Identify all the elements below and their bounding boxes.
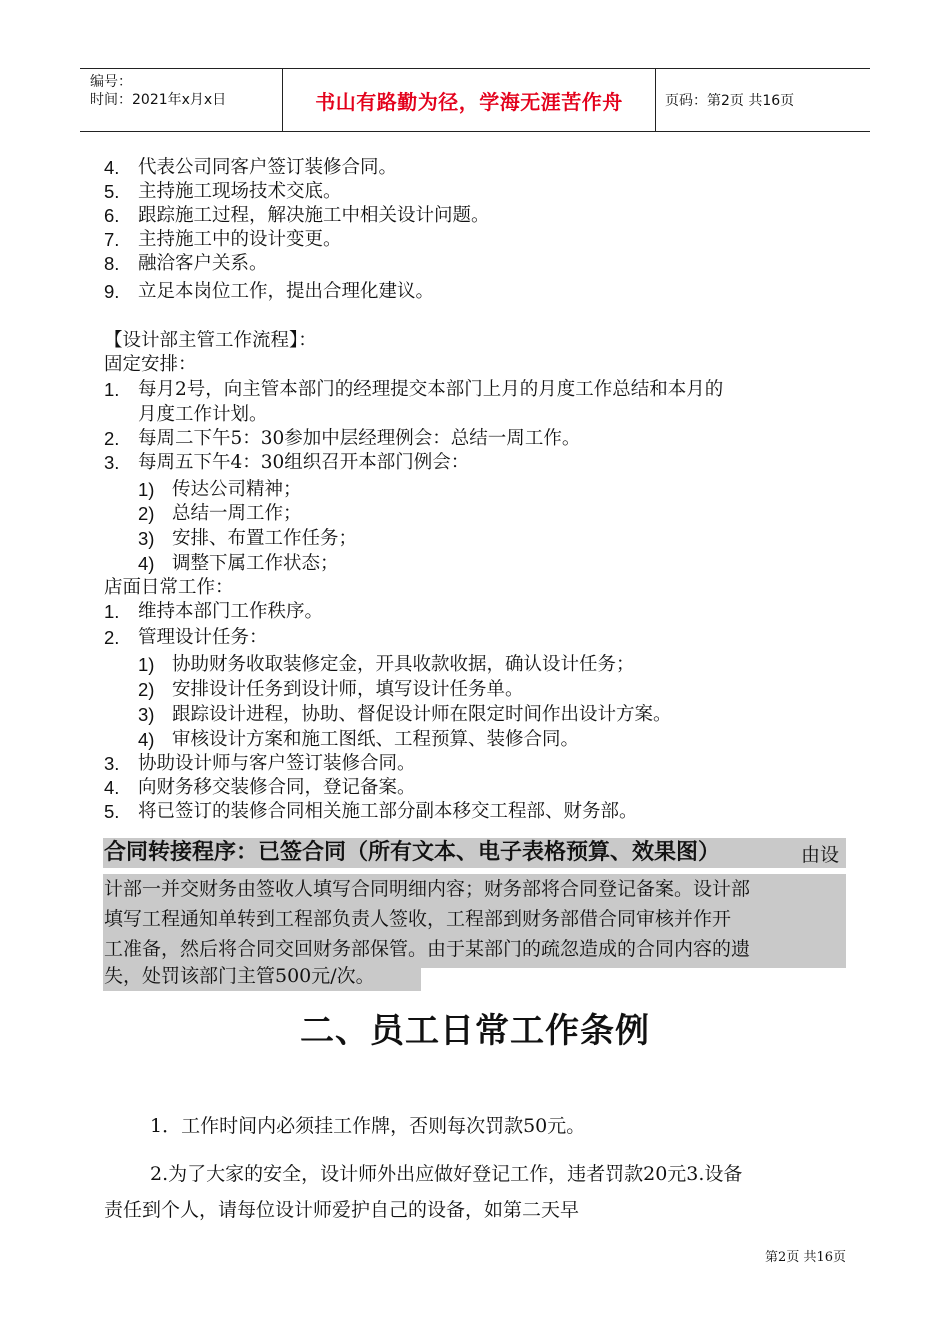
- page-footer: 第2页 共16页: [765, 1250, 846, 1265]
- contract-heading: 合同转接程序：已签合同（所有文本、电子表格预算、效果图）: [104, 840, 721, 865]
- list-item: 每周五下午4：30组织召开本部门例会：: [138, 452, 470, 473]
- list-item-cont: 月度工作计划。: [138, 404, 268, 425]
- sub-item: 调整下属工作状态；: [172, 553, 339, 574]
- sub-number: 1): [138, 479, 155, 500]
- list-item: 主持施工中的设计变更。: [138, 229, 342, 250]
- list-item: 融洽客户关系。: [138, 253, 268, 274]
- page-header: [80, 68, 870, 132]
- list-number: 5.: [104, 801, 120, 822]
- list-item: 主持施工现场技术交底。: [138, 181, 342, 202]
- list-number: 7.: [104, 229, 120, 250]
- list-number: 1.: [104, 601, 120, 622]
- header-page-label: 页码：第2页 共16页: [665, 93, 795, 109]
- list-number: 2.: [104, 627, 120, 648]
- list-number: 3.: [104, 753, 120, 774]
- list-number: 1.: [104, 379, 120, 400]
- contract-line: 工准备，然后将合同交回财务部保管。由于某部门的疏忽造成的合同内容的遗: [104, 938, 751, 960]
- sub-number: 4): [138, 729, 155, 750]
- list-number: 9.: [104, 281, 120, 302]
- contract-line: 失，处罚该部门主管500元/次。: [104, 965, 375, 987]
- rule-item: 2.为了大家的安全，设计师外出应做好登记工作，违者罚款20元3.设备: [150, 1163, 743, 1185]
- contract-line: 填写工程通知单转到工程部负责人签收，工程部到财务部借合同审核并作开: [104, 908, 732, 930]
- list-number: 2.: [104, 428, 120, 449]
- list-item: 维持本部门工作秩序。: [138, 601, 324, 622]
- list-number: 4.: [104, 157, 120, 178]
- list-item: 每周二下午5：30参加中层经理例会：总结一周工作。: [138, 428, 581, 449]
- list-number: 3.: [104, 452, 120, 473]
- list-number: 5.: [104, 181, 120, 202]
- list-item: 将已签订的装修合同相关施工部分副本移交工程部、财务部。: [138, 801, 638, 822]
- sub-item: 跟踪设计进程，协助、督促设计师在限定时间作出设计方案。: [172, 704, 672, 725]
- sub-item: 总结一周工作；: [172, 503, 302, 524]
- contract-line: 由设: [801, 844, 840, 866]
- list-item: 管理设计任务：: [138, 627, 268, 648]
- workflow-title: 【设计部主管工作流程】：: [104, 330, 317, 351]
- list-item: 向财务移交装修合同，登记备案。: [138, 777, 416, 798]
- header-meta: [80, 69, 282, 131]
- list-number: 6.: [104, 205, 120, 226]
- list-number: 4.: [104, 777, 120, 798]
- rule-item-cont: 责任到个人，请每位设计师爱护自己的设备，如第二天早: [104, 1199, 580, 1221]
- sub-number: 2): [138, 503, 155, 524]
- fixed-title: 固定安排：: [104, 354, 197, 375]
- sub-item: 协助财务收取装修定金，开具收款收据，确认设计任务；: [172, 654, 635, 675]
- list-item: 每月2号，向主管本部门的经理提交本部门上月的月度工作总结和本月的: [138, 379, 724, 400]
- sub-item: 安排设计任务到设计师，填写设计任务单。: [172, 679, 524, 700]
- sub-number: 4): [138, 553, 155, 574]
- list-item: 跟踪施工过程，解决施工中相关设计问题。: [138, 205, 490, 226]
- daily-title: 店面日常工作：: [104, 577, 234, 598]
- sub-item: 审核设计方案和施工图纸、工程预算、装修合同。: [172, 729, 580, 750]
- time-label: 时间：2021年x月x日: [90, 92, 227, 108]
- sub-number: 1): [138, 654, 155, 675]
- list-number: 8.: [104, 253, 120, 274]
- list-item: 协助设计师与客户签订装修合同。: [138, 753, 416, 774]
- serial-label: 编号：: [90, 74, 132, 90]
- sub-item: 传达公司精神；: [172, 479, 302, 500]
- sub-number: 2): [138, 679, 155, 700]
- header-motto: 书山有路勤为径，学海无涯苦作舟: [282, 69, 656, 131]
- list-item: 代表公司同客户签订装修合同。: [138, 157, 398, 178]
- sub-number: 3): [138, 528, 155, 549]
- section-heading: 二、员工日常工作条例: [300, 1011, 650, 1051]
- sub-item: 安排、布置工作任务；: [172, 528, 358, 549]
- sub-number: 3): [138, 704, 155, 725]
- rule-item: 1．工作时间内必须挂工作牌，否则每次罚款50元。: [150, 1115, 586, 1137]
- contract-line: 计部一并交财务由签收人填写合同明细内容；财务部将合同登记备案。设计部: [104, 878, 751, 900]
- list-item: 立足本岗位工作，提出合理化建议。: [138, 281, 435, 302]
